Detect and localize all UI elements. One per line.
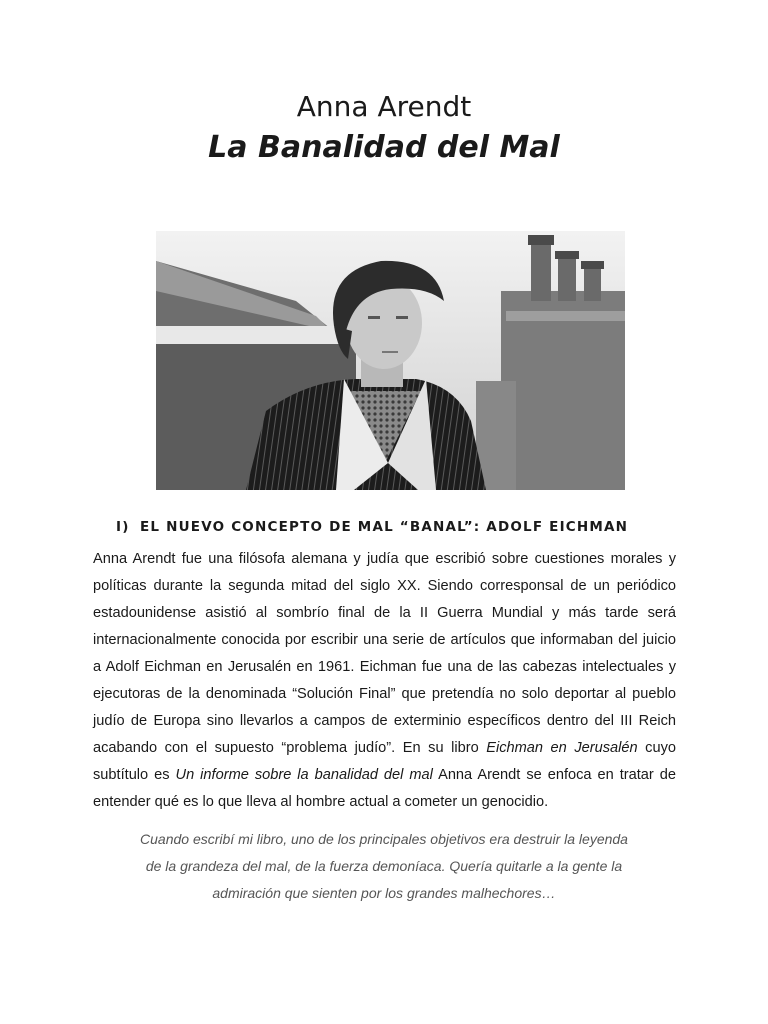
paragraph-text-3: Anna Arendt se enfoca en tratar de entender qué es lo que lleva al hombre actual a cometer un genocidio. <box>93 767 676 810</box>
body-paragraph <box>93 546 676 816</box>
quote: Cuando escribí mi libro, uno de los principales objetivos era destruir la leyenda de la grandeza del mal, de la fuerza demoníaca. Quería quitarle a la gente la admiración que sienten por los grandes malhechores… <box>140 831 628 901</box>
book-title: Eichman en Jerusalén <box>486 740 638 756</box>
paragraph-text-1: Anna Arendt fue una filósofa alemana y judía que escribió sobre cuestiones morales y políticas durante la segunda mitad del siglo XX. Siendo corresponsal de un periódico estadounidense asistió al sombrío final de la II Guerra Mundial y más tarde será internacionalmente conocida por escribir una serie de artículos que informaban del juicio a Adolf Eichman en Jerusalén en 1961. Eichman fue una de las cabezas intelectuales y ejecutoras de la denominada “Solución Final” que pretendía no solo deportar al pueblo judío de Europa sino llevarlos a campos de exterminio específicos dentro del III Reich acabando con el supuesto “problema judío”. En su libro <box>93 551 676 756</box>
document-subtitle: La Banalidad del Mal <box>208 130 560 165</box>
book-subtitle: Un informe sobre la banalidad del mal <box>175 767 433 783</box>
section-heading <box>116 519 628 535</box>
portrait-photo <box>156 231 625 490</box>
section-heading-text: EL NUEVO CONCEPTO DE MAL “BANAL”: ADOLF EICHMAN <box>140 519 629 535</box>
document-title: Anna Arendt <box>296 90 472 123</box>
paragraph-text-2: cuyo subtítulo es <box>93 740 676 783</box>
section-number: I) <box>116 519 130 535</box>
